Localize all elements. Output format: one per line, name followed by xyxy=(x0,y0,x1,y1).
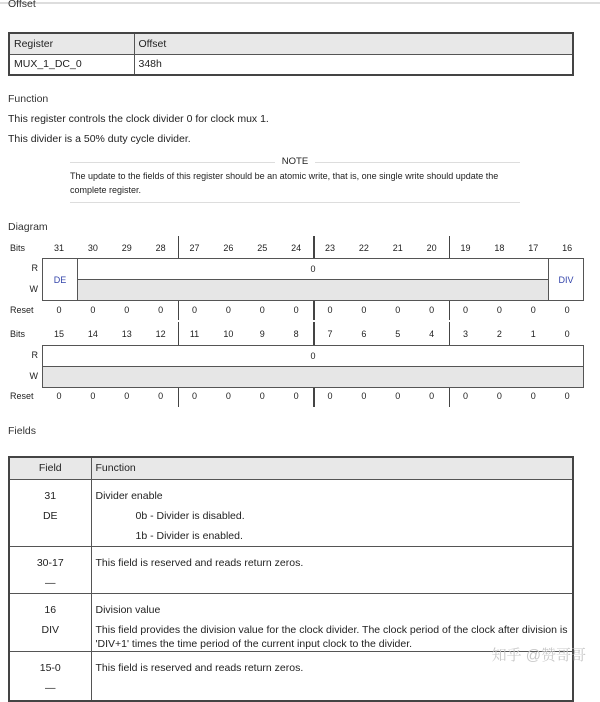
reset-value: 0 xyxy=(56,391,62,401)
reset-value: 0 xyxy=(191,391,197,401)
reset-value: 0 xyxy=(90,391,96,401)
reset-value: 0 xyxy=(191,305,197,315)
reset-value: 0 xyxy=(158,305,164,315)
bit-number: 24 xyxy=(291,243,302,253)
function-heading: Function xyxy=(8,93,49,105)
write-label: W xyxy=(29,284,38,294)
field-de: DE xyxy=(43,259,78,300)
bit-number: 21 xyxy=(392,243,403,253)
reset-value: 0 xyxy=(293,391,299,401)
nibble-separator xyxy=(313,300,315,320)
reset-value: 0 xyxy=(564,391,570,401)
field-div: DIV xyxy=(548,259,583,300)
reset-value: 0 xyxy=(429,305,435,315)
nibble-separator xyxy=(449,300,451,320)
table-row: 16 DIV Division value This field provides the division value for the clock divider. The clock period of the clock after division is 'DIV+1' times the time period of the current input clock to the divider. xyxy=(9,593,573,651)
bit-number: 15 xyxy=(53,329,64,339)
read-label: R xyxy=(31,350,38,360)
table-row: 15-0 — This field is reserved and reads return zeros. xyxy=(9,651,573,701)
bit-number: 9 xyxy=(259,329,265,339)
table-row: 31 DE Divider enable 0b - Divider is disabled. 1b - Divider is enabled. xyxy=(9,479,573,546)
nibble-separator xyxy=(178,300,180,320)
bit-number: 23 xyxy=(324,243,335,253)
reset-value: 0 xyxy=(361,391,367,401)
bit-number: 6 xyxy=(361,329,367,339)
nibble-separator xyxy=(313,236,315,258)
reset-value: 0 xyxy=(124,305,130,315)
bit-number: 4 xyxy=(429,329,435,339)
reset-value: 0 xyxy=(361,305,367,315)
bit-number: 11 xyxy=(189,329,200,339)
reset-value: 0 xyxy=(564,305,570,315)
register-name: MUX_1_DC_0 xyxy=(9,54,134,75)
top-divider xyxy=(0,2,600,4)
fields-heading: Fields xyxy=(8,425,37,437)
reset-value: 0 xyxy=(259,391,265,401)
nibble-separator xyxy=(313,322,315,345)
bit-number: 26 xyxy=(223,243,234,253)
diagram-heading: Diagram xyxy=(8,221,48,233)
header-function: Function xyxy=(91,457,573,479)
read-value: 0 xyxy=(77,259,549,280)
function-line: This divider is a 50% duty cycle divider. xyxy=(8,133,191,145)
watermark: 知乎 @赞哥哥 xyxy=(491,647,586,664)
bit-number: 27 xyxy=(189,243,200,253)
register-offset: 348h xyxy=(134,54,573,75)
write-area xyxy=(43,367,583,387)
write-area xyxy=(77,280,549,300)
nibble-separator xyxy=(449,387,451,407)
bit-number: 16 xyxy=(562,243,573,253)
reset-value: 0 xyxy=(90,305,96,315)
header-field: Field xyxy=(9,457,91,479)
reset-label: Reset xyxy=(10,391,34,401)
nibble-separator xyxy=(178,322,180,345)
reset-value: 0 xyxy=(259,305,265,315)
bit-number: 18 xyxy=(494,243,505,253)
read-label: R xyxy=(31,263,38,273)
bit-number: 3 xyxy=(462,329,468,339)
reset-value: 0 xyxy=(158,391,164,401)
bit-number: 13 xyxy=(121,329,132,339)
nibble-separator xyxy=(449,236,451,258)
note-title: NOTE xyxy=(281,156,309,167)
offset-heading: Offset xyxy=(8,0,36,10)
read-value: 0 xyxy=(43,346,583,367)
bit-number: 12 xyxy=(155,329,166,339)
reset-value: 0 xyxy=(327,305,333,315)
reset-value: 0 xyxy=(429,391,435,401)
bit-number: 5 xyxy=(395,329,401,339)
reset-value: 0 xyxy=(395,305,401,315)
reset-value: 0 xyxy=(462,391,468,401)
bit-number: 0 xyxy=(564,329,570,339)
header-offset: Offset xyxy=(134,33,573,54)
nibble-separator xyxy=(178,236,180,258)
nibble-separator xyxy=(449,322,451,345)
bit-number: 2 xyxy=(496,329,502,339)
bit-number: 10 xyxy=(223,329,234,339)
header-register: Register xyxy=(9,33,134,54)
bit-number: 29 xyxy=(121,243,132,253)
reset-value: 0 xyxy=(496,391,502,401)
reset-value: 0 xyxy=(124,391,130,401)
reset-value: 0 xyxy=(462,305,468,315)
register-box xyxy=(42,258,584,301)
bit-number: 31 xyxy=(53,243,64,253)
write-label: W xyxy=(29,371,38,381)
bits-label: Bits xyxy=(10,329,26,339)
reset-value: 0 xyxy=(530,305,536,315)
reset-label: Reset xyxy=(10,305,34,315)
bit-number: 20 xyxy=(426,243,437,253)
bit-number: 7 xyxy=(327,329,333,339)
fields-table xyxy=(8,456,574,702)
register-box xyxy=(42,345,584,388)
reset-value: 0 xyxy=(327,391,333,401)
bit-number: 30 xyxy=(87,243,98,253)
bit-number: 17 xyxy=(528,243,539,253)
reset-value: 0 xyxy=(56,305,62,315)
bit-number: 14 xyxy=(87,329,98,339)
nibble-separator xyxy=(178,387,180,407)
reset-value: 0 xyxy=(496,305,502,315)
bit-number: 28 xyxy=(155,243,166,253)
bits-label: Bits xyxy=(10,243,26,253)
bit-number: 25 xyxy=(257,243,268,253)
bit-number: 8 xyxy=(293,329,299,339)
reset-value: 0 xyxy=(530,391,536,401)
table-row: 30-17 — This field is reserved and reads return zeros. xyxy=(9,546,573,593)
bit-number: 19 xyxy=(460,243,471,253)
reset-value: 0 xyxy=(225,305,231,315)
reset-value: 0 xyxy=(293,305,299,315)
reset-value: 0 xyxy=(395,391,401,401)
function-line: This register controls the clock divider 0 for clock mux 1. xyxy=(8,113,269,125)
offset-table xyxy=(8,32,574,76)
nibble-separator xyxy=(313,387,315,407)
note-text: The update to the fields of this register should be an atomic write, that is, one single write should update the complete register. xyxy=(70,171,499,195)
bit-number: 22 xyxy=(358,243,369,253)
bit-number: 1 xyxy=(530,329,536,339)
reset-value: 0 xyxy=(225,391,231,401)
